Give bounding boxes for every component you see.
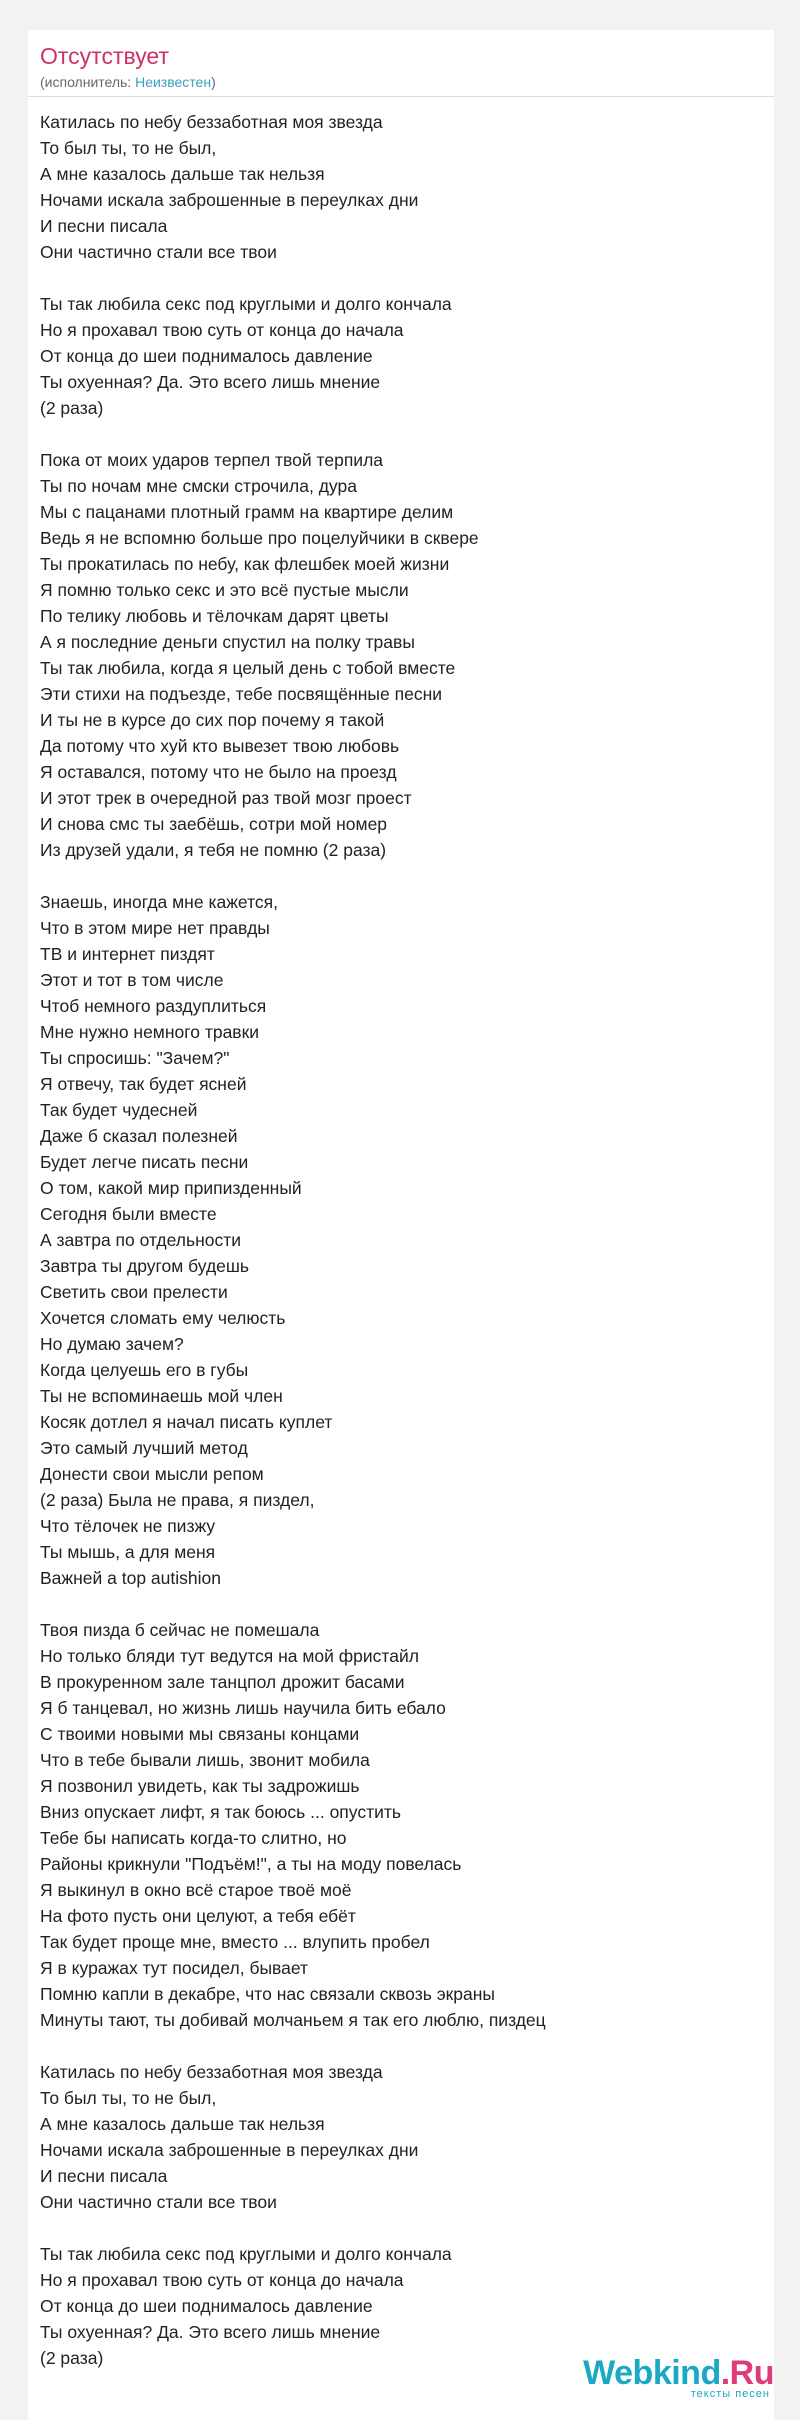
lyric-line: То был ты, то не был,	[40, 2088, 217, 2108]
lyric-line: Тебе бы написать когда-то слитно, но	[40, 1828, 347, 1848]
lyric-line: Так будет чудесней	[40, 1100, 198, 1120]
lyric-line: И снова смс ты заебёшь, сотри мой номер	[40, 814, 388, 834]
lyric-line: Даже б сказал полезней	[40, 1126, 238, 1146]
lyric-line: Косяк дотлел я начал писать куплет	[40, 1412, 333, 1432]
lyric-line: И песни писала	[40, 216, 168, 236]
lyric-line: Но я прохавал твою суть от конца до начала	[40, 320, 404, 340]
lyrics-stanza	[40, 447, 762, 863]
lyric-line: Ты по ночам мне смски строчила, дура	[40, 476, 357, 496]
lyric-line: Что в этом мире нет правды	[40, 918, 270, 938]
lyric-line: Твоя пизда б сейчас не помешала	[40, 1620, 320, 1640]
lyric-line: Ты охуенная? Да. Это всего лишь мнение	[40, 372, 381, 392]
lyric-line: Но думаю зачем?	[40, 1334, 184, 1354]
lyric-line: Что тёлочек не пизжу	[40, 1516, 216, 1536]
lyrics-stanza	[40, 2059, 762, 2215]
lyrics-stanza	[40, 109, 762, 265]
lyrics-stanza	[40, 1617, 762, 2033]
lyric-line: Катилась по небу беззаботная моя звезда	[40, 2062, 383, 2082]
lyric-line: Ты так любила секс под круглыми и долго кончала	[40, 2244, 452, 2264]
watermark-logo	[583, 2356, 774, 2390]
lyric-line: А завтра по отдельности	[40, 1230, 242, 1250]
artist-suffix: )	[211, 74, 216, 90]
lyric-line: Мы с пацанами плотный грамм на квартире делим	[40, 502, 454, 522]
lyric-line: Эти стихи на подъезде, тебе посвящённые песни	[40, 684, 443, 704]
lyric-line: Я выкинул в окно всё старое твоё моё	[40, 1880, 352, 1900]
lyrics-card	[28, 30, 774, 2420]
lyric-line: И ты не в курсе до сих пор почему я такой	[40, 710, 385, 730]
lyric-line: Я помню только секс и это всё пустые мысли	[40, 580, 409, 600]
lyric-line: Ты так любила секс под круглыми и долго кончала	[40, 294, 452, 314]
lyric-line: (2 раза)	[40, 2348, 104, 2368]
lyric-line: А мне казалось дальше так нельзя	[40, 164, 325, 184]
lyric-line: Когда целуешь его в губы	[40, 1360, 249, 1380]
lyric-line: По телику любовь и тёлочкам дарят цветы	[40, 606, 389, 626]
lyric-line: А я последние деньги спустил на полку травы	[40, 632, 415, 652]
lyric-line: Ты спросишь: "Зачем?"	[40, 1048, 230, 1068]
lyric-line: Что в тебе бывали лишь, звонит мобила	[40, 1750, 370, 1770]
lyric-line: То был ты, то не был,	[40, 138, 217, 158]
lyric-line: Будет легче писать песни	[40, 1152, 249, 1172]
artist-prefix: (исполнитель:	[40, 74, 136, 90]
lyrics-body	[40, 109, 762, 2371]
lyric-line: Завтра ты другом будешь	[40, 1256, 250, 1276]
lyric-line: Вниз опускает лифт, я так боюсь ... опустить	[40, 1802, 402, 1822]
site-watermark	[583, 2356, 774, 2400]
song-title: Отсутствует	[40, 43, 169, 69]
lyric-line: Это самый лучший метод	[40, 1438, 248, 1458]
lyric-line: Да потому что хуй кто вывезет твою любовь	[40, 736, 400, 756]
lyric-line: (2 раза) Была не права, я пиздел,	[40, 1490, 315, 1510]
lyric-line: Ведь я не вспомню больше про поцелуйчики в сквере	[40, 528, 479, 548]
lyric-line: Так будет проще мне, вместо ... влупить пробел	[40, 1932, 430, 1952]
lyric-line: А мне казалось дальше так нельзя	[40, 2114, 325, 2134]
lyric-line: От конца до шеи поднималось давление	[40, 346, 373, 366]
lyric-line: Ночами искала заброшенные в переулках дни	[40, 190, 419, 210]
lyric-line: И этот трек в очередной раз твой мозг проест	[40, 788, 412, 808]
lyric-line: Районы крикнули "Подъём!", а ты на моду повелась	[40, 1854, 462, 1874]
lyric-line: С твоими новыми мы связаны концами	[40, 1724, 360, 1744]
lyric-line: Светить свои прелести	[40, 1282, 228, 1302]
lyric-line: Ночами искала заброшенные в переулках дни	[40, 2140, 419, 2160]
lyrics-stanza	[40, 889, 762, 1591]
lyric-line: Они частично стали все твои	[40, 2192, 277, 2212]
watermark-tld: .Ru	[720, 2354, 774, 2392]
lyric-line: Минуты тают, ты добивай молчаньем я так его люблю, пиздец	[40, 2010, 546, 2030]
lyric-line: Донести свои мысли репом	[40, 1464, 264, 1484]
lyric-line: О том, какой мир припизденный	[40, 1178, 302, 1198]
lyric-line: На фото пусть они целуют, а тебя ебёт	[40, 1906, 356, 1926]
lyric-line: Но я прохавал твою суть от конца до начала	[40, 2270, 404, 2290]
lyric-line: В прокуренном зале танцпол дрожит басами	[40, 1672, 405, 1692]
lyric-line: Я оставался, потому что не было на проезд	[40, 762, 397, 782]
lyrics-stanza	[40, 291, 762, 421]
lyric-line: Они частично стали все твои	[40, 242, 277, 262]
lyric-line: Знаешь, иногда мне кажется,	[40, 892, 278, 912]
lyric-line: Ты охуенная? Да. Это всего лишь мнение	[40, 2322, 381, 2342]
lyric-line: Хочется сломать ему челюсть	[40, 1308, 286, 1328]
lyric-line: От конца до шеи поднималось давление	[40, 2296, 373, 2316]
lyric-line: Важней a top autishion	[40, 1568, 221, 1588]
lyric-line: Я б танцевал, но жизнь лишь научила бить ебало	[40, 1698, 446, 1718]
lyric-line: Чтоб немного раздуплиться	[40, 996, 267, 1016]
watermark-subtitle: тексты песен	[690, 2388, 770, 2400]
lyric-line: Мне нужно немного травки	[40, 1022, 260, 1042]
lyric-line: Сегодня были вместе	[40, 1204, 217, 1224]
lyric-line: Я позвонил увидеть, как ты задрожишь	[40, 1776, 360, 1796]
lyric-line: Пока от моих ударов терпел твой терпила	[40, 450, 384, 470]
header-divider	[28, 96, 774, 97]
lyric-line: Ты не вспоминаешь мой член	[40, 1386, 283, 1406]
lyric-line: Этот и тот в том числе	[40, 970, 224, 990]
artist-link[interactable]: Неизвестен	[135, 74, 212, 90]
lyric-line: Я в куражах тут посидел, бывает	[40, 1958, 309, 1978]
lyrics-stanza	[40, 2241, 762, 2371]
watermark-brand: Webkind	[583, 2354, 721, 2392]
lyric-line: (2 раза)	[40, 398, 104, 418]
lyric-line: И песни писала	[40, 2166, 168, 2186]
lyric-line: Ты так любила, когда я целый день с тобой вместе	[40, 658, 456, 678]
lyric-line: ТВ и интернет пиздят	[40, 944, 215, 964]
lyric-line: Ты прокатилась по небу, как флешбек моей жизни	[40, 554, 450, 574]
artist-line	[40, 72, 762, 92]
lyric-line: Катилась по небу беззаботная моя звезда	[40, 112, 383, 132]
lyric-line: Помню капли в декабре, что нас связали сквозь экраны	[40, 1984, 495, 2004]
lyric-line: Я отвечу, так будет ясней	[40, 1074, 247, 1094]
lyric-line: Ты мышь, а для меня	[40, 1542, 216, 1562]
lyric-line: Из друзей удали, я тебя не помню (2 раза)	[40, 840, 387, 860]
lyric-line: Но только бляди тут ведутся на мой фристайл	[40, 1646, 419, 1666]
